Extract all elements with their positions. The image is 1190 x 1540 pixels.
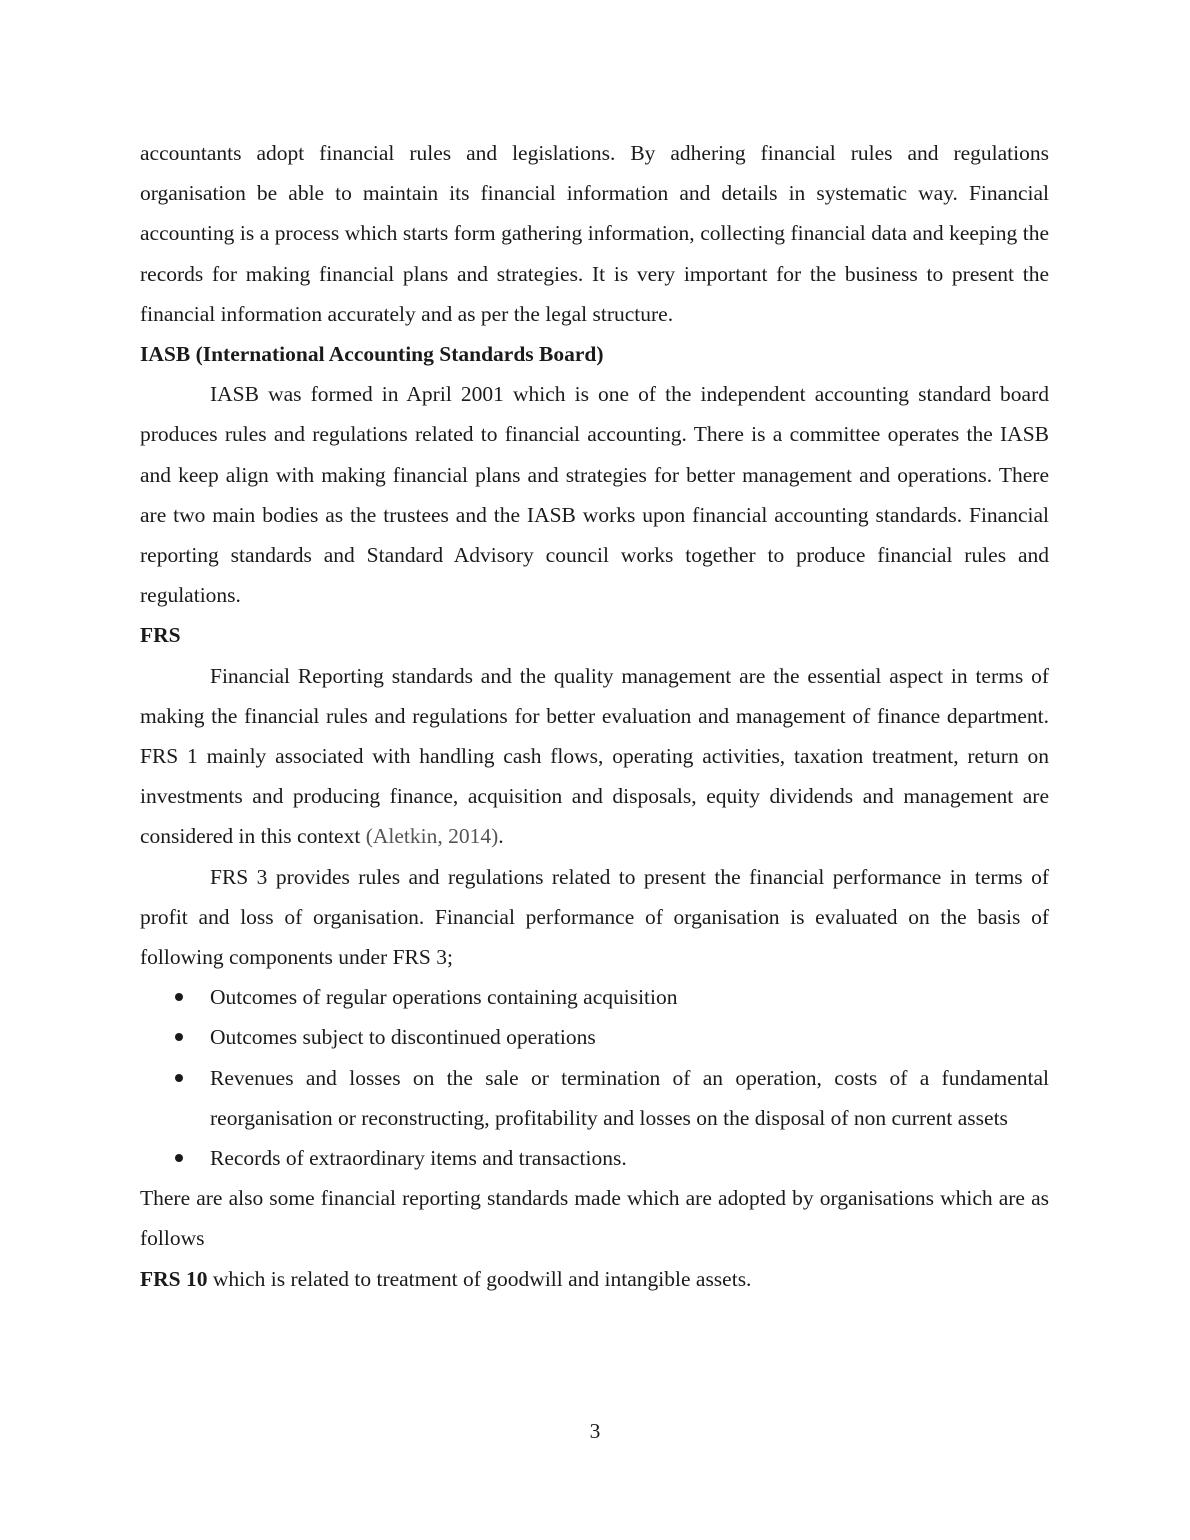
standards-intro-paragraph: There are also some financial reporting standards made which are adopted by organisations which are as follows [140,1186,1049,1251]
frs-paragraph-text: Financial Reporting standards and the quality management are the essential aspect in terms of making the financial rules and regulations for better evaluation and management of finance department. FRS 1 mainly associated with handling cash flows, operating activities, taxation treatment, return on investments and producing finance, acquisition and disposals, equity dividends and management are considered in this context [140,663,1049,849]
bullet-icon [175,1074,183,1082]
list-item-text: Outcomes subject to discontinued operations [210,1025,596,1050]
document-body [140,133,1049,1299]
frs10-label: FRS 10 [140,1266,208,1291]
list-item [140,977,1049,1017]
frs10-text: which is related to treatment of goodwill and intangible assets. [207,1266,752,1291]
frs3-components-list [140,977,1049,1178]
iasb-heading: IASB (International Accounting Standards Board) [140,342,604,367]
intro-paragraph: accountants adopt financial rules and legislations. By adhering financial rules and regulations organisation be able to maintain its financial information and details in systematic way. Financial accounting is a process which starts form gathering information, collecting financial data and keeping the records for making financial plans and strategies. It is very important for the business to present the financial information accurately and as per the legal structure. [140,141,1049,326]
frs-paragraph [140,656,1049,857]
list-item-text: Outcomes of regular operations containing acquisition [210,985,678,1010]
frs10-paragraph [140,1259,1049,1299]
frs-heading: FRS [140,623,181,648]
list-item [140,1017,1049,1057]
list-item-text: Records of extraordinary items and transactions. [210,1146,627,1171]
list-item [140,1058,1049,1138]
iasb-paragraph: IASB was formed in April 2001 which is one of the independent accounting standard board produces rules and regulations related to financial accounting. There is a committee operates the IASB and keep align with making financial plans and strategies for better management and operations. There are two main bodies as the trustees and the IASB works upon financial accounting standards. Financial reporting standards and Standard Advisory council works together to produce financial rules and regulations. [140,382,1049,608]
citation-link[interactable]: (Aletkin, 2014) [365,824,499,849]
bullet-icon [175,1033,183,1041]
list-item [140,1138,1049,1178]
bullet-icon [175,1154,183,1162]
page-number: 3 [589,1419,601,1443]
frs3-paragraph: FRS 3 provides rules and regulations related to present the financial performance in terms of profit and loss of organisation. Financial performance of organisation is evaluated on the basis of following components under FRS 3; [140,864,1049,970]
bullet-icon [175,993,183,1001]
list-item-text: Revenues and losses on the sale or termination of an operation, costs of a fundamental reorganisation or reconstructing, profitability and losses on the disposal of non current assets [210,1065,1049,1130]
frs-paragraph-end: . [498,824,504,849]
